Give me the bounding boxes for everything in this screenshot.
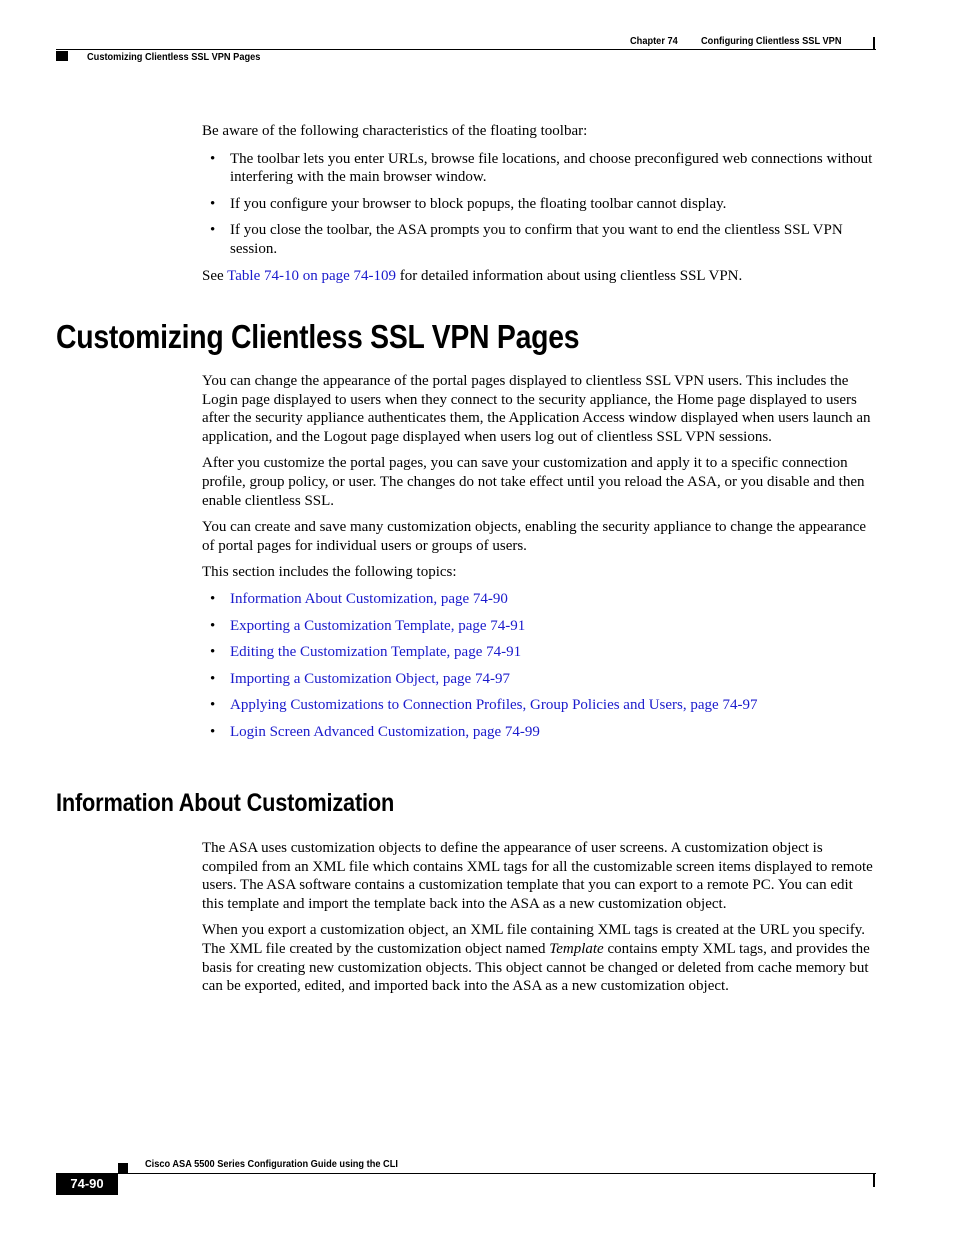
header-section: Customizing Clientless SSL VPN Pages bbox=[87, 51, 261, 63]
section1-paragraph: After you customize the portal pages, you can save your customization and apply it to a specific connection profile, group policy, or user. The changes do not take effect until you reload the ASA, or you disable and then enable clientless SSL. bbox=[202, 455, 865, 509]
section-heading-customizing: Customizing Clientless SSL VPN Pages bbox=[56, 318, 580, 355]
page-number-badge: 74-90 bbox=[56, 1173, 118, 1195]
footer-right-tick bbox=[873, 1174, 875, 1187]
topic-link[interactable]: Importing a Customization Object, page 74-97 bbox=[230, 670, 510, 687]
topic-item bbox=[202, 617, 874, 636]
section1-paragraph: This section includes the following topics: bbox=[202, 564, 457, 581]
see-reference: See Table 74-10 on page 74-109 for detailed information about using clientless SSL VPN. bbox=[202, 267, 743, 284]
topic-link[interactable]: Login Screen Advanced Customization, page 74-99 bbox=[230, 723, 540, 740]
footer-marker-block bbox=[118, 1163, 128, 1173]
header-rule bbox=[56, 49, 876, 50]
topic-item bbox=[202, 696, 874, 715]
topic-item bbox=[202, 670, 874, 689]
footer-rule bbox=[56, 1173, 876, 1174]
footer-guide-title: Cisco ASA 5500 Series Configuration Guide using the CLI bbox=[145, 1158, 398, 1170]
section2-paragraph: The ASA uses customization objects to define the appearance of user screens. A customization object is compiled from an XML file which contains XML tags for all the customizable screen items displayed to remote users. The ASA software contains a customization template that you can export to a remote PC. You can edit this template and import the template back into the ASA as a new customization object. bbox=[202, 840, 873, 912]
intro-bullet: • If you configure your browser to block popups, the floating toolbar cannot display. bbox=[202, 195, 874, 214]
topic-link[interactable]: Exporting a Customization Template, page 74-91 bbox=[230, 617, 526, 634]
header-right-tick bbox=[873, 37, 875, 50]
intro-bullet: • The toolbar lets you enter URLs, browse file locations, and choose preconfigured web connections without interfering with the main browser window. bbox=[202, 150, 874, 187]
template-name: Template bbox=[549, 940, 604, 957]
section2-body bbox=[202, 839, 874, 996]
topic-link[interactable]: Editing the Customization Template, page 74-91 bbox=[230, 644, 522, 661]
section1-paragraph: You can change the appearance of the portal pages displayed to clientless SSL VPN users. This includes the Login page displayed to users when they connect to the security appliance, the Home page displayed to users after the security appliance authenticates them, the Application Access window displayed when users launch an application, and the Logout page displayed when users log out of clientless SSL VPN sessions. bbox=[202, 373, 871, 445]
topic-item bbox=[202, 723, 874, 742]
header-marker-block bbox=[56, 51, 68, 61]
section1-body bbox=[202, 372, 874, 742]
table-reference-link[interactable]: Table 74-10 on page 74-109 bbox=[227, 267, 397, 284]
header-chapter: Chapter 74 bbox=[630, 35, 678, 47]
intro-lead: Be aware of the following characteristics of the floating toolbar: bbox=[202, 123, 588, 139]
topic-link[interactable]: Applying Customizations to Connection Profiles, Group Policies and Users, page 74-97 bbox=[230, 697, 758, 714]
section2-paragraph: When you export a customization object, an XML file containing XML tags is created at the URL you specify. The XML file created by the customization object named Template contains empty XML tags, and provides the basis for creating new customization objects. This object cannot be changed or deleted from cache memory but can be exported, edited, and imported back into the ASA as a new customization object. bbox=[202, 922, 870, 995]
topic-link[interactable]: Information About Customization, page 74-90 bbox=[230, 590, 508, 607]
section-heading-information: Information About Customization bbox=[56, 789, 395, 817]
intro-block bbox=[202, 122, 874, 285]
section1-paragraph: You can create and save many customization objects, enabling the security appliance to change the appearance of portal pages for individual users or groups of users. bbox=[202, 519, 867, 554]
topic-item bbox=[202, 590, 874, 609]
header-chapter-title: Configuring Clientless SSL VPN bbox=[701, 35, 842, 47]
intro-bullet: • If you close the toolbar, the ASA prompts you to confirm that you want to end the clientless SSL VPN session. bbox=[202, 221, 874, 258]
topic-item bbox=[202, 643, 874, 662]
